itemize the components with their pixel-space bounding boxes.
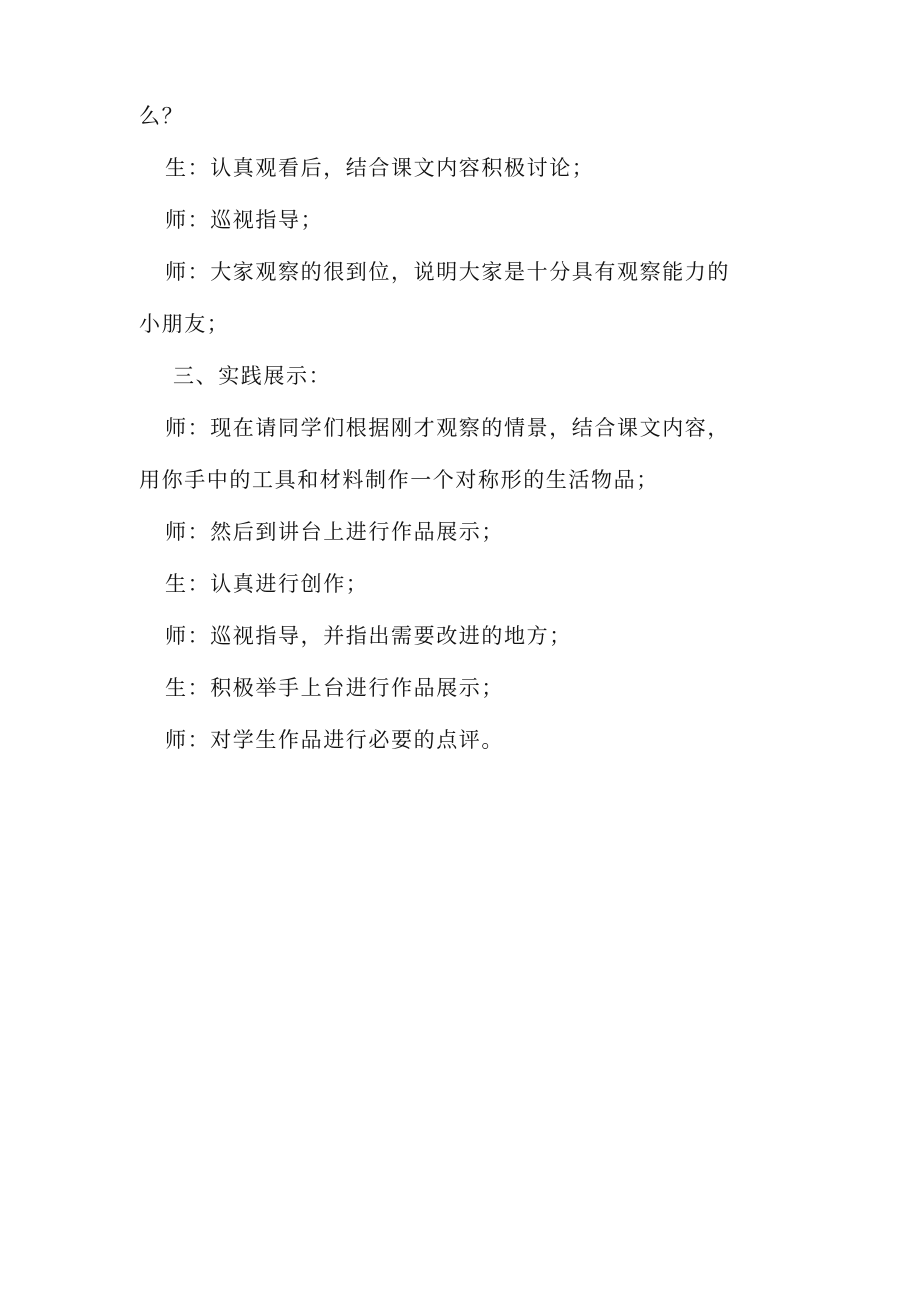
teacher-line: 师：现在请同学们根据刚才观察的情景，结合课文内容， <box>165 416 730 440</box>
teacher-line: 师：然后到讲台上进行作品展示； <box>165 520 504 544</box>
paragraph-continuation: 么？ <box>139 104 185 128</box>
student-line: 生：积极举手上台进行作品展示； <box>165 676 504 700</box>
student-line: 生：认真观看后，结合课文内容积极讨论； <box>165 156 595 180</box>
teacher-line: 师：对学生作品进行必要的点评。 <box>165 728 504 752</box>
paragraph-continuation: 小朋友； <box>139 312 230 336</box>
teacher-line: 师：大家观察的很到位，说明大家是十分具有观察能力的 <box>165 260 730 284</box>
student-line: 生：认真进行创作； <box>165 572 369 596</box>
paragraph-continuation: 用你手中的工具和材料制作一个对称形的生活物品； <box>139 468 659 492</box>
section-heading: 三、实践展示： <box>173 364 332 388</box>
teacher-line: 师：巡视指导，并指出需要改进的地方； <box>165 624 572 648</box>
document-body <box>139 90 779 766</box>
teacher-line: 师：巡视指导； <box>165 208 324 232</box>
